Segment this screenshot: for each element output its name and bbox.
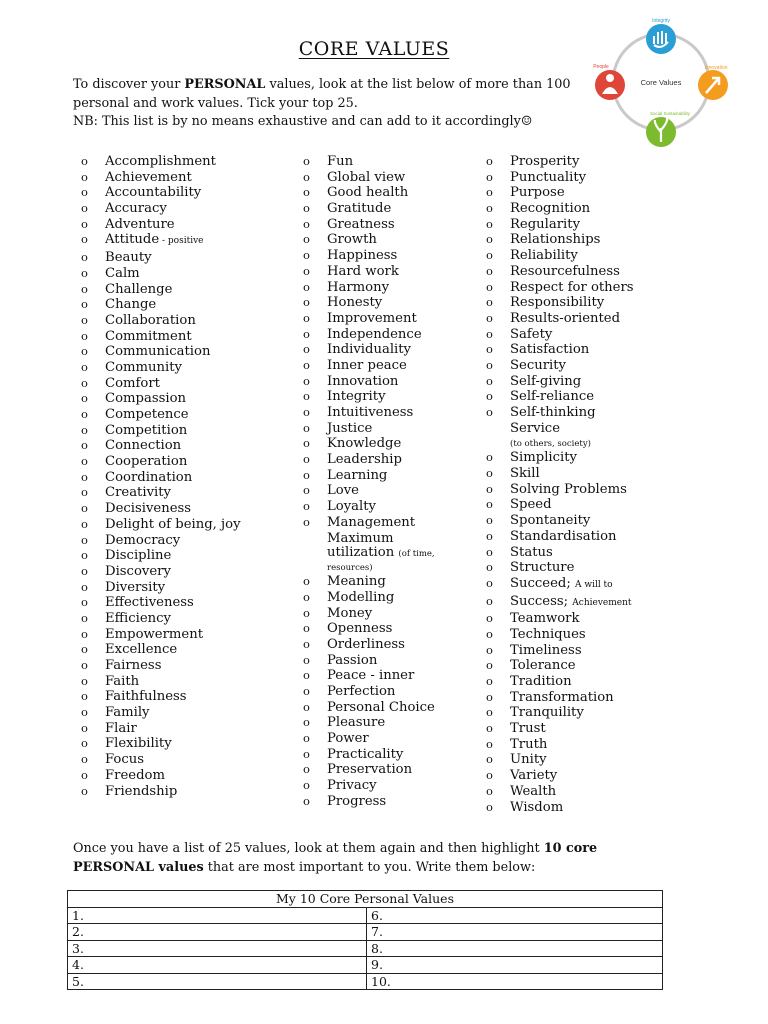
value-item[interactable]: o Discovery [81,564,241,580]
value-item[interactable]: o Transformation [486,690,634,706]
value-item[interactable]: o Skill [486,466,634,482]
value-item[interactable]: o Structure [486,560,634,576]
value-item[interactable]: o Openness [303,621,435,637]
logo-right-label: Innovation [704,65,728,71]
table-header-row [68,891,663,908]
value-item[interactable]: o Tradition [486,674,634,690]
value-slot[interactable]: 1. [68,907,367,924]
value-item[interactable]: o Gratitude [303,201,435,217]
value-item[interactable]: o Coordination [81,470,241,486]
table-row [68,940,663,957]
table-row [68,957,663,974]
value-item[interactable]: o Self-giving [486,374,634,390]
value-item[interactable]: o Innovation [303,374,435,390]
values-column-2 [303,154,435,810]
value-item[interactable]: o Tranquility [486,705,634,721]
outro-text-a: Once you have a list of 25 values, look at them again and then highlight [73,841,544,856]
value-item[interactable]: o Flair [81,721,241,737]
core-values-table [67,890,663,990]
value-item[interactable]: o Learning [303,468,435,484]
value-item[interactable]: o Self-reliance [486,389,634,405]
value-item[interactable]: o Simplicity [486,450,634,466]
table-row [68,907,663,924]
value-item[interactable]: o Freedom [81,768,241,784]
value-note: Achievement [572,597,632,608]
value-note-line [486,436,634,450]
value-item[interactable]: o Modelling [303,590,435,606]
value-item[interactable]: o Efficiency [81,611,241,627]
value-item[interactable]: o Responsibility [486,295,634,311]
logo-left-label: People [593,64,609,70]
value-item[interactable]: o Results-oriented [486,311,634,327]
value-item[interactable]: o Independence [303,327,435,343]
value-item-continued[interactable]: Maximum [327,530,394,546]
value-note: resources) [327,563,373,574]
value-item[interactable]: o Orderliness [303,637,435,653]
value-item[interactable]: o Timeliness [486,643,634,659]
value-item[interactable]: o Passion [303,653,435,669]
value-slot[interactable]: 3. [68,940,367,957]
value-item[interactable]: o Adventure [81,217,241,233]
value-item[interactable]: o Spontaneity [486,513,634,529]
value-item[interactable]: o Fun [303,154,435,170]
intro-paragraph [73,76,583,113]
value-item[interactable]: o Accomplishment [81,154,241,170]
value-item[interactable]: o Empowerment [81,627,241,643]
value-item[interactable]: o Achievement [81,170,241,186]
value-item[interactable]: o Faith [81,674,241,690]
value-item[interactable]: o Global view [303,170,435,186]
value-slot[interactable]: 9. [367,957,663,974]
value-label: utilization [327,545,395,561]
value-slot[interactable]: 7. [367,924,663,941]
value-item[interactable]: o Good health [303,185,435,201]
value-item[interactable]: o Comfort [81,376,241,392]
value-item[interactable]: o Change [81,297,241,313]
value-item[interactable]: o Justice [303,421,435,437]
value-item[interactable]: o Respect for others [486,280,634,296]
value-item[interactable]: o Money [303,606,435,622]
value-item[interactable]: o Community [81,360,241,376]
value-note: (of time, [398,549,435,560]
table-row [68,973,663,990]
value-item[interactable]: o Pleasure [303,715,435,731]
value-item[interactable]: o Discipline [81,548,241,564]
value-item[interactable]: o Harmony [303,280,435,296]
value-note: (to others, society) [510,439,591,450]
value-item[interactable]: o Purpose [486,185,634,201]
value-label: Succeed; [510,575,575,591]
value-item[interactable]: o Friendship [81,784,241,800]
value-item[interactable]: o Delight of being, joy [81,517,241,533]
intro-text-a: To discover your [73,77,185,92]
value-item[interactable] [486,594,634,612]
value-item-service[interactable]: Service [510,420,561,436]
value-item[interactable]: o Wealth [486,784,634,800]
value-item[interactable]: o Accuracy [81,201,241,217]
value-slot[interactable]: 8. [367,940,663,957]
outro-bold: 10 core PERSONAL values [73,841,598,875]
value-item[interactable]: o Preservation [303,762,435,778]
value-item[interactable]: o Satisfaction [486,342,634,358]
value-item[interactable]: o Perfection [303,684,435,700]
value-item[interactable]: o Loyalty [303,499,435,515]
value-item[interactable]: o Peace - inner [303,668,435,684]
value-item[interactable]: o Collaboration [81,313,241,329]
value-item[interactable]: o Competence [81,407,241,423]
value-item[interactable]: o Compassion [81,391,241,407]
values-column-1 [81,154,241,799]
value-item[interactable]: o Communication [81,344,241,360]
value-item[interactable]: o Fairness [81,658,241,674]
value-item[interactable] [81,232,241,250]
value-slot[interactable]: 4. [68,957,367,974]
intro-bold: PERSONAL [184,77,266,92]
value-item[interactable]: o Connection [81,438,241,454]
value-item[interactable]: o Accountability [81,185,241,201]
value-item[interactable]: o Variety [486,768,634,784]
value-item[interactable]: o Progress [303,794,435,810]
value-item[interactable]: o Flexibility [81,736,241,752]
value-item[interactable]: o Happiness [303,248,435,264]
value-item-continued[interactable] [303,546,435,560]
value-item[interactable]: o Recognition [486,201,634,217]
value-item[interactable]: o Hard work [303,264,435,280]
person-head-icon [606,74,614,82]
value-item[interactable]: o Teamwork [486,611,634,627]
value-item[interactable]: o Truth [486,737,634,753]
value-item[interactable]: o Family [81,705,241,721]
value-item[interactable]: o Privacy [303,778,435,794]
value-item[interactable]: o Resourcefulness [486,264,634,280]
table-row [68,924,663,941]
value-item[interactable]: o Love [303,483,435,499]
value-item[interactable]: o Power [303,731,435,747]
intro-text [73,76,583,132]
value-item[interactable]: o Speed [486,497,634,513]
logo-bottom-label: Social Sustainability [649,111,691,116]
value-slot[interactable]: 6. [367,907,663,924]
value-item[interactable]: o Greatness [303,217,435,233]
values-column-3 [486,154,634,815]
value-note-line [303,560,435,574]
value-item[interactable]: o Diversity [81,580,241,596]
value-item[interactable]: o Calm [81,266,241,282]
value-item[interactable]: o Improvement [303,311,435,327]
value-item[interactable]: o Solving Problems [486,482,634,498]
value-item[interactable]: o Decisiveness [81,501,241,517]
outro-text [73,840,673,877]
value-item[interactable]: o Beauty [81,250,241,266]
logo-top-label: Integrity [652,18,670,24]
value-item[interactable]: o Effectiveness [81,595,241,611]
value-item[interactable]: o Leadership [303,452,435,468]
value-item[interactable]: o Democracy [81,533,241,549]
value-slot[interactable]: 5. [68,973,367,990]
value-item[interactable]: o Focus [81,752,241,768]
value-slot[interactable]: 10. [367,973,663,990]
outro-text-b: that are most important to you. Write them below: [203,859,536,875]
value-item[interactable]: o Security [486,358,634,374]
value-item[interactable]: o Inner peace [303,358,435,374]
table-header: My 10 Core Personal Values [68,891,663,908]
value-item[interactable]: o Standardisation [486,529,634,545]
value-item[interactable]: o Creativity [81,485,241,501]
value-item[interactable]: o Meaning [303,574,435,590]
value-item[interactable]: o Intuitiveness [303,405,435,421]
logo-center-label: Core Values [640,78,682,87]
value-item[interactable]: o Unity [486,752,634,768]
value-item[interactable]: o Growth [303,232,435,248]
value-item[interactable]: o Prosperity [486,154,634,170]
value-item[interactable]: o Individuality [303,342,435,358]
value-item[interactable]: o Faithfulness [81,689,241,705]
value-item[interactable]: o Challenge [81,282,241,298]
value-note: - positive [159,236,204,247]
value-item[interactable] [486,576,634,594]
value-item[interactable]: o Practicality [303,747,435,763]
value-item[interactable]: o Wisdom [486,800,634,816]
value-item[interactable]: o Trust [486,721,634,737]
intro-text-b: values, look at the list below of more than 100 personal and work values. Tick your top 25. [73,77,571,111]
value-item[interactable]: o Personal Choice [303,700,435,716]
value-label: Attitude [105,232,160,248]
value-item[interactable]: o Competition [81,423,241,439]
value-note: A will to [575,579,613,590]
value-item[interactable]: o Tolerance [486,658,634,674]
value-item[interactable]: o Punctuality [486,170,634,186]
value-item[interactable]: o Relationships [486,232,634,248]
intro-note: NB: This list is by no means exhaustive and can add to it accordingly☺ [73,114,533,129]
value-slot[interactable]: 2. [68,924,367,941]
value-item[interactable]: o Commitment [81,329,241,345]
value-item[interactable]: o Excellence [81,642,241,658]
value-item[interactable]: o Self-thinking [486,405,634,421]
value-item[interactable]: o Cooperation [81,454,241,470]
value-item[interactable]: o Techniques [486,627,634,643]
value-label: Success; [510,593,573,609]
value-item[interactable]: o Management [303,515,435,531]
value-item[interactable]: o Integrity [303,389,435,405]
value-item[interactable]: o Reliability [486,248,634,264]
core-values-logo [588,14,734,150]
value-item[interactable]: o Regularity [486,217,634,233]
value-item[interactable]: o Status [486,545,634,561]
value-item[interactable]: o Knowledge [303,436,435,452]
page-title: CORE VALUES [298,38,450,60]
value-item[interactable]: o Honesty [303,295,435,311]
value-item[interactable]: o Safety [486,327,634,343]
